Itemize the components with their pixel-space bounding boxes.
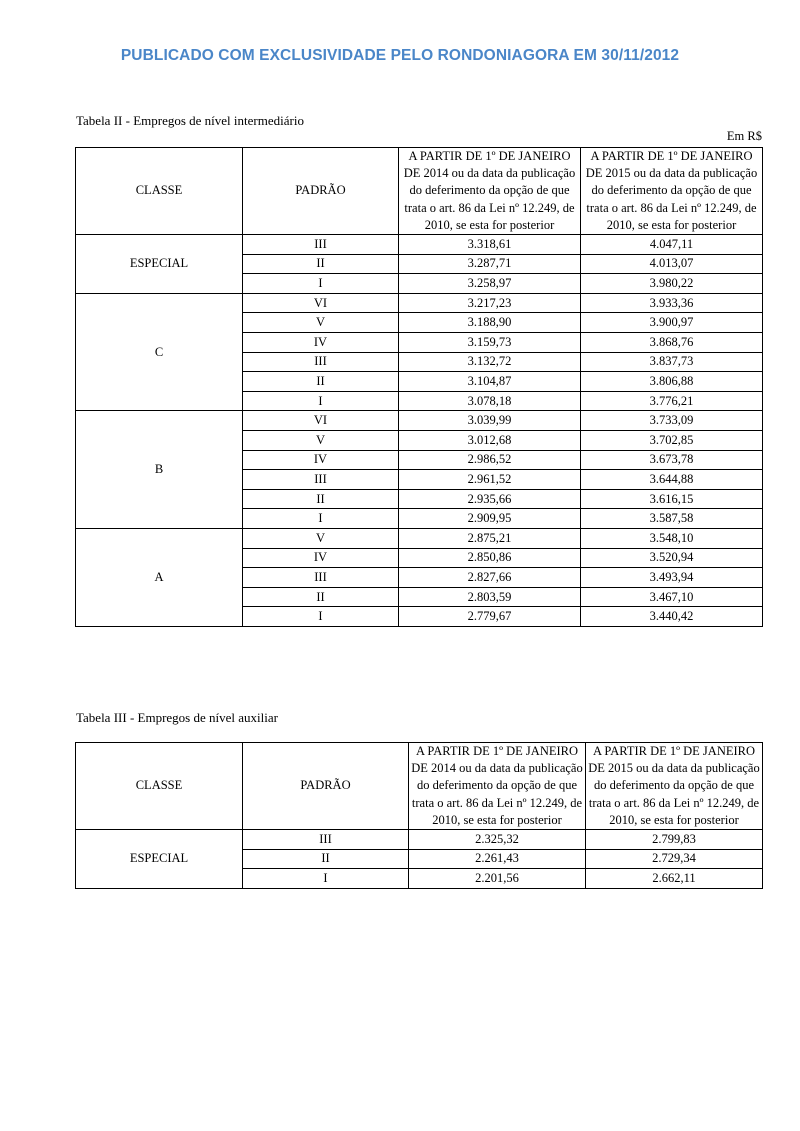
value-2014-cell: 3.287,71	[399, 254, 581, 274]
padrao-cell: I	[243, 391, 399, 411]
padrao-cell: IV	[243, 332, 399, 352]
table-ii-caption: Tabela II - Empregos de nível intermediário	[76, 113, 304, 128]
value-2015-cell: 3.440,42	[581, 607, 763, 627]
padrao-cell: II	[243, 587, 399, 607]
value-2015-cell: 3.493,94	[581, 568, 763, 588]
value-2014-cell: 2.201,56	[409, 869, 586, 889]
table-row	[76, 528, 763, 548]
table-body	[76, 235, 763, 627]
padrao-cell: VI	[243, 411, 399, 431]
padrao-cell: V	[243, 313, 399, 333]
classe-cell: C	[76, 293, 243, 411]
value-2014-cell: 3.159,73	[399, 332, 581, 352]
currency-unit-label: Em R$	[726, 129, 762, 143]
value-2015-cell: 3.702,85	[581, 430, 763, 450]
table-ii	[75, 147, 763, 627]
table-iii-caption: Tabela III - Empregos de nível auxiliar	[76, 710, 278, 725]
padrao-cell: II	[243, 489, 399, 509]
header-2015: A PARTIR DE 1º DE JANEIRO DE 2015 ou da data da publicação do deferimento da opção de que trata o art. 86 da Lei nº 12.249, de 2010, se esta for posterior	[581, 148, 763, 235]
table-header-row	[76, 148, 763, 235]
value-2015-cell: 3.733,09	[581, 411, 763, 431]
header-2014: A PARTIR DE 1º DE JANEIRO DE 2014 ou da data da publicação do deferimento da opção de que trata o art. 86 da Lei nº 12.249, de 2010, se esta for posterior	[409, 743, 586, 830]
value-2015-cell: 4.013,07	[581, 254, 763, 274]
value-2015-cell: 2.729,34	[586, 849, 763, 869]
publication-banner: PUBLICADO COM EXCLUSIVIDADE PELO RONDONIAGORA EM 30/11/2012	[120, 47, 680, 64]
padrao-cell: II	[243, 254, 399, 274]
padrao-cell: I	[243, 274, 399, 294]
value-2015-cell: 3.933,36	[581, 293, 763, 313]
padrao-cell: IV	[243, 450, 399, 470]
padrao-cell: III	[243, 830, 409, 850]
table-body	[76, 830, 763, 889]
value-2014-cell: 2.961,52	[399, 470, 581, 490]
padrao-cell: I	[243, 509, 399, 529]
value-2015-cell: 3.868,76	[581, 332, 763, 352]
padrao-cell: I	[243, 869, 409, 889]
table-row	[76, 830, 763, 850]
header-padrao: PADRÃO	[243, 743, 409, 830]
header-2014: A PARTIR DE 1º DE JANEIRO DE 2014 ou da data da publicação do deferimento da opção de que trata o art. 86 da Lei nº 12.249, de 2010, se esta for posterior	[399, 148, 581, 235]
value-2014-cell: 3.217,23	[399, 293, 581, 313]
value-2014-cell: 3.104,87	[399, 372, 581, 392]
padrao-cell: III	[243, 568, 399, 588]
value-2014-cell: 3.188,90	[399, 313, 581, 333]
value-2014-cell: 2.803,59	[399, 587, 581, 607]
value-2014-cell: 3.012,68	[399, 430, 581, 450]
value-2015-cell: 3.837,73	[581, 352, 763, 372]
value-2014-cell: 2.779,67	[399, 607, 581, 627]
value-2015-cell: 3.548,10	[581, 528, 763, 548]
value-2014-cell: 2.850,86	[399, 548, 581, 568]
value-2015-cell: 3.673,78	[581, 450, 763, 470]
value-2014-cell: 2.909,95	[399, 509, 581, 529]
value-2015-cell: 2.662,11	[586, 869, 763, 889]
value-2014-cell: 3.318,61	[399, 235, 581, 255]
value-2014-cell: 3.039,99	[399, 411, 581, 431]
value-2014-cell: 3.258,97	[399, 274, 581, 294]
table-iii	[75, 742, 763, 889]
value-2015-cell: 2.799,83	[586, 830, 763, 850]
value-2015-cell: 3.900,97	[581, 313, 763, 333]
value-2014-cell: 2.935,66	[399, 489, 581, 509]
value-2015-cell: 3.644,88	[581, 470, 763, 490]
value-2014-cell: 2.261,43	[409, 849, 586, 869]
value-2014-cell: 2.827,66	[399, 568, 581, 588]
value-2014-cell: 3.078,18	[399, 391, 581, 411]
value-2015-cell: 3.587,58	[581, 509, 763, 529]
padrao-cell: V	[243, 430, 399, 450]
header-2015: A PARTIR DE 1º DE JANEIRO DE 2015 ou da data da publicação do deferimento da opção de que trata o art. 86 da Lei nº 12.249, de 2010, se esta for posterior	[586, 743, 763, 830]
value-2015-cell: 3.520,94	[581, 548, 763, 568]
value-2014-cell: 2.875,21	[399, 528, 581, 548]
classe-cell: ESPECIAL	[76, 830, 243, 889]
padrao-cell: II	[243, 849, 409, 869]
value-2015-cell: 3.980,22	[581, 274, 763, 294]
padrao-cell: III	[243, 352, 399, 372]
padrao-cell: I	[243, 607, 399, 627]
padrao-cell: III	[243, 235, 399, 255]
table-row	[76, 411, 763, 431]
header-padrao: PADRÃO	[243, 148, 399, 235]
padrao-cell: V	[243, 528, 399, 548]
classe-cell: B	[76, 411, 243, 529]
classe-cell: A	[76, 528, 243, 626]
padrao-cell: IV	[243, 548, 399, 568]
value-2015-cell: 3.806,88	[581, 372, 763, 392]
value-2015-cell: 4.047,11	[581, 235, 763, 255]
value-2015-cell: 3.776,21	[581, 391, 763, 411]
value-2015-cell: 3.616,15	[581, 489, 763, 509]
table-row	[76, 235, 763, 255]
table-header-row	[76, 743, 763, 830]
padrao-cell: VI	[243, 293, 399, 313]
value-2014-cell: 2.986,52	[399, 450, 581, 470]
classe-cell: ESPECIAL	[76, 235, 243, 294]
header-classe: CLASSE	[76, 743, 243, 830]
header-classe: CLASSE	[76, 148, 243, 235]
value-2015-cell: 3.467,10	[581, 587, 763, 607]
padrao-cell: II	[243, 372, 399, 392]
value-2014-cell: 3.132,72	[399, 352, 581, 372]
table-row	[76, 293, 763, 313]
value-2014-cell: 2.325,32	[409, 830, 586, 850]
padrao-cell: III	[243, 470, 399, 490]
